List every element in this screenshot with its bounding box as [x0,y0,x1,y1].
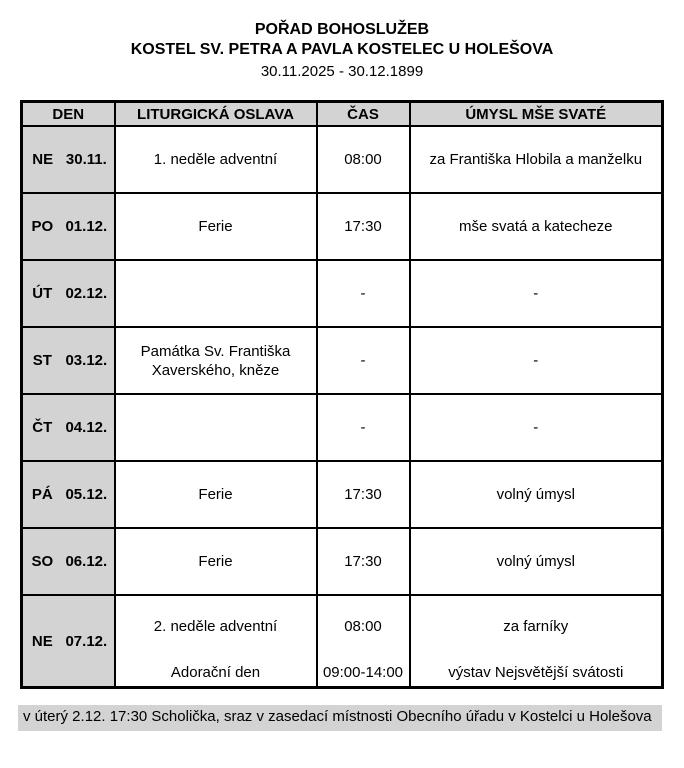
intention-cell [410,595,663,688]
table-row [22,394,663,461]
time-cell: - [317,394,410,461]
time-cell: 08:00 [317,126,410,193]
table-row [22,327,663,394]
table-row [22,461,663,528]
intention-text: volný úmysl [496,553,575,570]
column-header-celebration: LITURGICKÁ OSLAVA [115,102,317,127]
celebration-text: 1. neděle adventní [153,151,278,168]
day-date: 05.12. [65,486,108,503]
day-date: 04.12. [65,419,108,436]
intention-cell [410,260,663,327]
intention-text: - [533,285,539,302]
intention-text: volný úmysl [496,486,575,503]
intention-cell [410,461,663,528]
date-range: 30.11.2025 - 30.12.1899 [260,63,424,80]
day-abbreviation: ÚT [32,285,53,302]
time-text: 08:00 [344,618,382,635]
title-block [0,20,684,82]
day-cell [22,126,115,193]
day-date: 06.12. [65,553,108,570]
intention-text: za farníky [503,618,569,635]
table-row [22,126,663,193]
time-cell: 17:30 [317,461,410,528]
celebration-text: Ferie [198,486,233,503]
celebration-text: Památka Sv. Františka Xaverského, kněze [140,342,291,379]
day-date: 30.11. [65,151,107,168]
day-abbreviation: PO [31,218,54,235]
day-cell [22,528,115,595]
intention-text: mše svatá a katecheze [459,218,613,235]
table-header-row [22,102,663,127]
day-cell [22,461,115,528]
table-row [22,260,663,327]
time-secondary-text: 09:00-14:00 [322,664,404,681]
intention-text: - [533,419,539,436]
intention-text: za Františka Hlobila a manželku [429,151,643,168]
footer-note: v úterý 2.12. 17:30 Scholička, sraz v zasedací místnosti Obecního úřadu v Kostelci u Holešova [18,705,662,731]
day-date: 02.12. [65,285,108,302]
column-header-intention: ÚMYSL MŠE SVATÉ [410,102,663,127]
celebration-cell [115,260,317,327]
day-abbreviation: SO [31,553,54,570]
celebration-text: 2. neděle adventní [153,618,278,635]
time-cell: - [317,327,410,394]
intention-secondary-text: výstav Nejsvětější svátosti [448,664,624,681]
celebration-cell [115,126,317,193]
intention-text: - [533,352,539,369]
day-abbreviation: ST [32,352,52,369]
column-header-time: ČAS [317,102,410,127]
celebration-cell [115,394,317,461]
day-cell [22,193,115,260]
intention-cell [410,394,663,461]
celebration-cell [115,528,317,595]
intention-cell [410,126,663,193]
day-abbreviation: PÁ [31,486,53,503]
intention-cell [410,528,663,595]
day-cell [22,260,115,327]
celebration-cell [115,193,317,260]
church-name: KOSTEL SV. PETRA A PAVLA KOSTELEC U HOLEŠOVA [130,41,554,58]
time-cell [317,595,410,688]
column-header-day: DEN [22,102,115,127]
day-abbreviation: NE [31,632,53,650]
day-cell [22,595,115,688]
day-date: 07.12. [65,632,108,650]
time-cell: 17:30 [317,528,410,595]
celebration-cell [115,595,317,688]
celebration-text: Ferie [198,553,233,570]
intention-cell [410,193,663,260]
intention-cell [410,327,663,394]
time-cell: - [317,260,410,327]
celebration-secondary-text: Adorační den [170,664,261,681]
celebration-cell [115,461,317,528]
day-abbreviation: NE [32,151,54,168]
time-cell: 17:30 [317,193,410,260]
day-cell [22,394,115,461]
day-abbreviation: ČT [32,419,53,436]
day-cell [22,327,115,394]
table-row [22,193,663,260]
celebration-text: Ferie [198,218,233,235]
day-date: 01.12. [65,218,108,235]
table-row [22,528,663,595]
page-title: POŘAD BOHOSLUŽEB [254,21,430,38]
celebration-cell [115,327,317,394]
day-date: 03.12. [65,352,108,369]
mass-schedule-table [20,100,664,689]
table-row [22,595,663,688]
